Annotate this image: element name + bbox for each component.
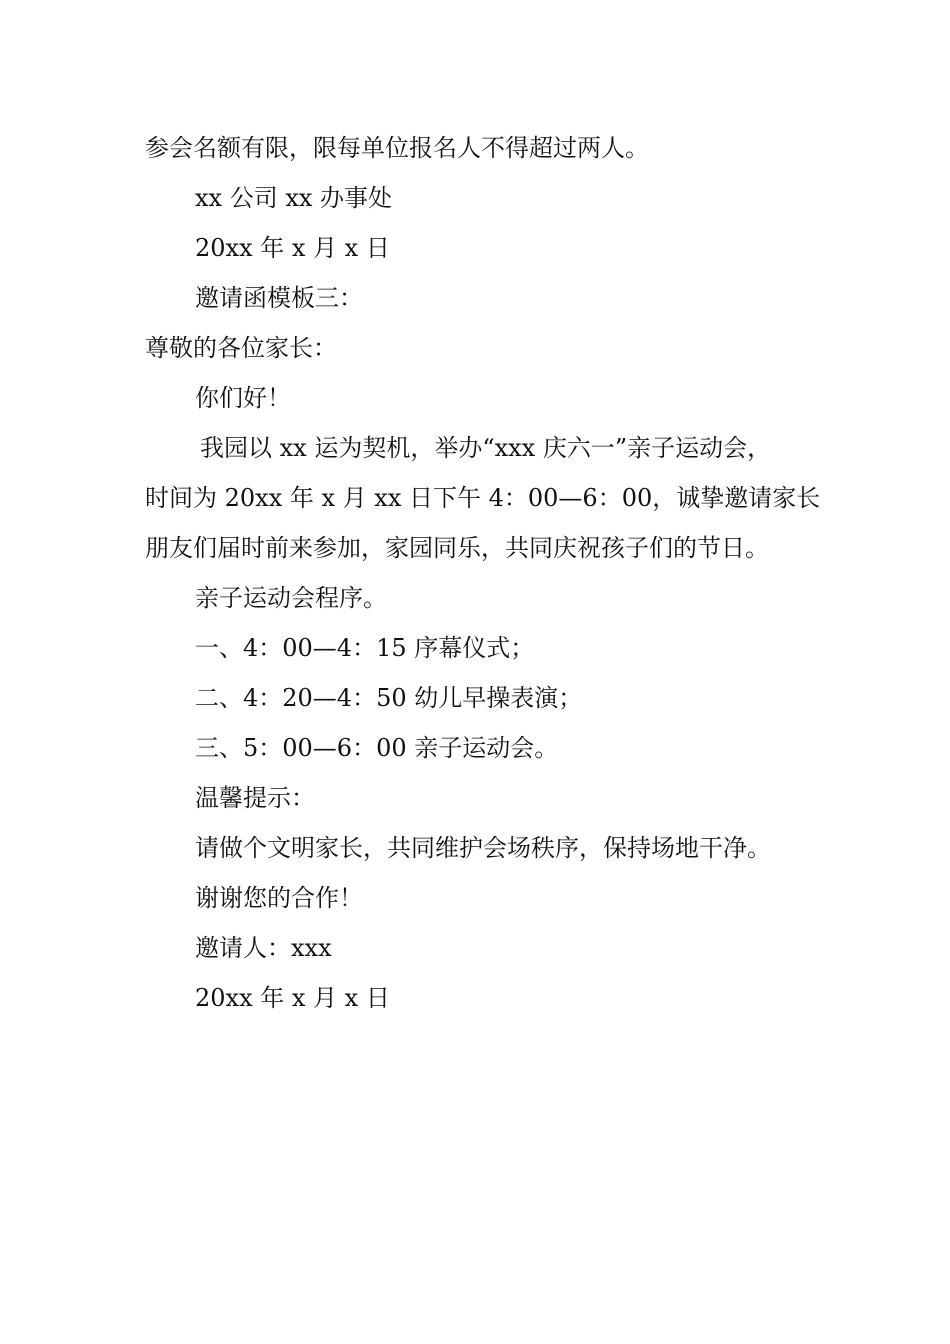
- text-line-thanks: 谢谢您的合作！: [195, 884, 363, 912]
- program-item-1: 一、4：00—4：15 序幕仪式；: [195, 634, 535, 662]
- text-line-program-title: 亲子运动会程序。: [195, 584, 387, 612]
- text-line-organizer: xx 公司 xx 办事处: [195, 184, 393, 212]
- text-line-quota: 参会名额有限，限每单位报名人不得超过两人。: [145, 134, 649, 162]
- section-heading-template-3: 邀请函模板三：: [195, 284, 363, 312]
- document-body: [145, 123, 825, 1023]
- program-item-3: 三、5：00—6：00 亲子运动会。: [195, 734, 559, 762]
- text-line-body-1: 我园以 xx 运为契机，举办“xxx 庆六一”亲子运动会，: [200, 434, 772, 462]
- text-line-salutation: 尊敬的各位家长：: [145, 334, 337, 362]
- text-line-inviter: 邀请人：xxx: [195, 934, 332, 962]
- text-line-greeting: 你们好！: [195, 384, 291, 412]
- text-line-body-2: 时间为 20xx 年 x 月 xx 日下午 4：00—6：00，诚挚邀请家长: [145, 484, 821, 512]
- text-line-date-2: 20xx 年 x 月 x 日: [195, 984, 390, 1012]
- text-line-body-3: 朋友们届时前来参加，家园同乐，共同庆祝孩子们的节日。: [145, 534, 769, 562]
- text-line-tips-body: 请做个文明家长，共同维护会场秩序，保持场地干净。: [195, 834, 771, 862]
- text-line-tips-title: 温馨提示：: [195, 784, 315, 812]
- program-item-2: 二、4：20—4：50 幼儿早操表演；: [195, 684, 583, 712]
- text-line-date-1: 20xx 年 x 月 x 日: [195, 234, 390, 262]
